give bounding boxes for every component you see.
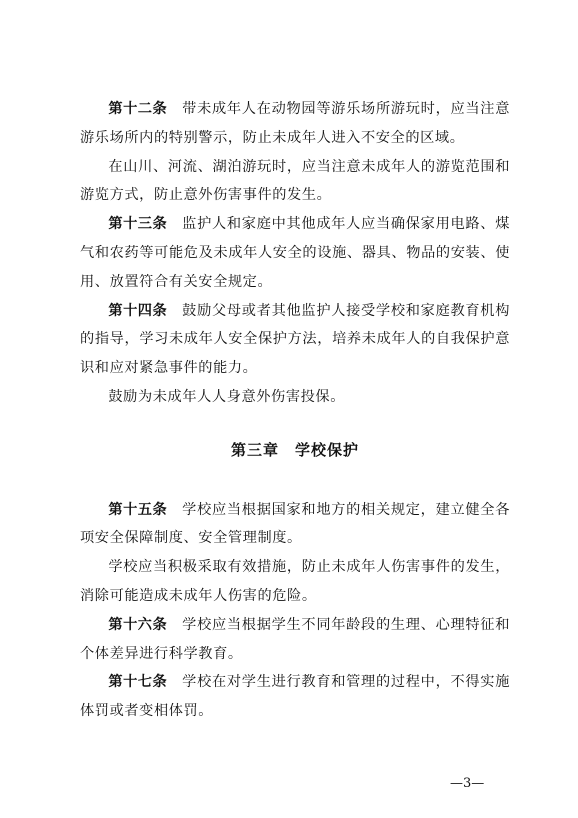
document-body: [80, 95, 510, 726]
article-12-paragraph-2: [80, 153, 510, 211]
article-text: 监护人和家庭中其他成年人应当确保家用电路、煤气和农药等可能危及未成年人安全的设施、器具、物品的安装、使用、放置符合有关安全规定。: [80, 216, 511, 290]
article-number: 第十三条: [108, 216, 168, 233]
article-number: 第十六条: [108, 616, 168, 633]
article-17-paragraph: [80, 668, 510, 726]
article-text: 带未成年人在动物园等游乐场所游玩时，应当注意游乐场所内的特别警示，防止未成年人进入不安全的区域。: [80, 101, 511, 146]
article-number: 第十四条: [108, 302, 168, 319]
article-text: 学校在对学生进行教育和管理的过程中，不得实施体罚或者变相体罚。: [80, 674, 511, 720]
article-14-paragraph: [80, 297, 510, 383]
page-number: —3—: [450, 776, 485, 791]
article-text: 在山川、河流、湖泊游玩时，应当注意未成年人的游览范围和游览方式，防止意外伤害事件的发生。: [80, 158, 510, 204]
article-text: 学校应当根据学生不同年龄段的生理、心理特征和个体差异进行科学教育。: [80, 616, 511, 662]
article-16-paragraph: [80, 611, 510, 669]
article-number: 第十五条: [108, 501, 168, 518]
article-13-paragraph: [80, 210, 510, 296]
article-12-paragraph: [80, 95, 510, 153]
article-text: 学校应当根据国家和地方的相关规定，建立健全各项安全保障制度、安全管理制度。: [80, 501, 511, 547]
article-number: 第十七条: [108, 674, 168, 691]
article-number: 第十二条: [108, 101, 168, 117]
article-15-paragraph: [80, 496, 510, 554]
article-14-paragraph-2: [80, 383, 510, 412]
article-text: 鼓励父母或者其他监护人接受学校和家庭教育机构的指导，学习未成年人安全保护方法，培养未成年人的自我保护意识和应对紧急事件的能力。: [80, 302, 511, 377]
article-text: 鼓励为未成年人人身意外伤害投保。: [108, 388, 345, 405]
article-15-paragraph-2: [80, 553, 510, 611]
chapter-title: 第三章 学校保护: [230, 440, 359, 459]
article-text: 学校应当积极采取有效措施，防止未成年人伤害事件的发生，消除可能造成未成年人伤害的危险。: [80, 559, 510, 604]
